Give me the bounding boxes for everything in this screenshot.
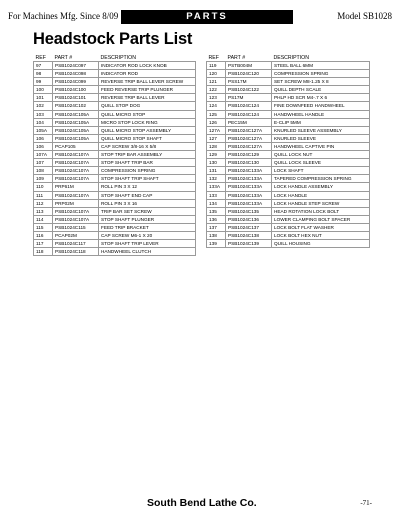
cell-ref: 121 <box>207 78 226 86</box>
cell-ref: 124 <box>207 102 226 110</box>
cell-ref: 134 <box>207 199 226 207</box>
cell-ref: 131 <box>207 167 226 175</box>
cell-part-number: PSB1024C101 <box>53 94 99 102</box>
cell-description: REVERSE TRIP BALL LEVER <box>99 94 196 102</box>
cell-part-number: PSB1024C133A <box>226 175 272 183</box>
cell-part-number: PSB1024C102 <box>53 102 99 110</box>
table-row <box>207 134 370 142</box>
cell-ref: 122 <box>207 86 226 94</box>
table-row <box>207 118 370 126</box>
cell-description: STOP SHAFT END CAP <box>99 191 196 199</box>
column-header-description: DESCRIPTION <box>100 55 136 61</box>
table-row <box>34 215 196 223</box>
cell-part-number: PSB1024C139 <box>226 240 272 248</box>
cell-description: SET SCREW M8-1.25 X 8 <box>272 78 370 86</box>
cell-description: PHLP HD SCR M4-.7 X 6 <box>272 94 370 102</box>
cell-part-number: PSB1024C097 <box>53 62 99 70</box>
table-row <box>34 78 196 86</box>
cell-part-number: PSB1024C124 <box>226 110 272 118</box>
cell-description: LOCK BOLT FLAT WASHER <box>272 223 370 231</box>
cell-ref: 108 <box>34 167 53 175</box>
cell-ref: 120 <box>207 70 226 78</box>
cell-part-number: PCAP02M <box>53 231 99 239</box>
cell-description: QUILL LOCK NUT <box>272 151 370 159</box>
cell-part-number: PSB1024C133A <box>226 183 272 191</box>
table-row <box>34 223 196 231</box>
cell-ref: 139 <box>207 240 226 248</box>
cell-part-number: PSB1024C105A <box>53 118 99 126</box>
cell-ref: 107 <box>34 159 53 167</box>
cell-part-number: PSB1024C120 <box>226 70 272 78</box>
cell-description: HANDWHEEL CAPTIVE PIN <box>272 142 370 150</box>
cell-ref: 97 <box>34 62 53 70</box>
table-header-row <box>207 54 370 62</box>
cell-description: ROLL PIN 3 X 12 <box>99 183 196 191</box>
cell-part-number: PSB1024C107A <box>53 215 99 223</box>
cell-description: QUILL MICRO STOP ASSEMBLY <box>99 126 196 134</box>
cell-ref: 99 <box>34 78 53 86</box>
cell-description: LOCK SHAFT <box>272 167 370 175</box>
cell-part-number: PSB1024C107A <box>53 159 99 167</box>
cell-ref: 125 <box>207 110 226 118</box>
header-model: Model SB1028 <box>337 11 392 21</box>
cell-description: LOWER CLAMPING BOLT SPACER <box>272 215 370 223</box>
cell-description: E-CLIP 5MM <box>272 118 370 126</box>
cell-description: FEED TRIP BRACKET <box>99 223 196 231</box>
cell-ref: 137 <box>207 223 226 231</box>
cell-ref: 127 <box>207 134 226 142</box>
table-row <box>207 86 370 94</box>
cell-description: STOP TRIP BAR ASSEMBLY <box>99 151 196 159</box>
cell-description: LOCK HANDLE STEP SCREW <box>272 199 370 207</box>
cell-ref: 132 <box>207 175 226 183</box>
cell-description: COMPRESSION SPRING <box>272 70 370 78</box>
header-section-bar: PARTS <box>121 10 293 24</box>
cell-part-number: PSB1024C117 <box>53 240 99 248</box>
table-header-row <box>34 54 196 62</box>
cell-description: FINE DOWNFEED HANDWHEEL <box>272 102 370 110</box>
cell-ref: 106 <box>34 134 53 142</box>
cell-description: STOP SHAFT TRIP LEVER <box>99 240 196 248</box>
cell-ref: 129 <box>207 151 226 159</box>
table-row <box>34 134 196 142</box>
cell-description: KNURLED SLEEVE ASSEMBLY <box>272 126 370 134</box>
cell-description: MICRO STOP LOCK RING <box>99 118 196 126</box>
cell-ref: 126 <box>207 118 226 126</box>
table-row <box>207 94 370 102</box>
table-row <box>34 62 196 70</box>
cell-part-number: PCAP105 <box>53 142 99 150</box>
table-row <box>34 94 196 102</box>
cell-ref: 123 <box>207 94 226 102</box>
table-row <box>34 191 196 199</box>
cell-part-number: PEC15M <box>226 118 272 126</box>
table-row <box>207 199 370 207</box>
cell-ref: 107A <box>34 151 53 159</box>
cell-part-number: PSB1024C122 <box>226 86 272 94</box>
cell-part-number: PRP02M <box>53 199 99 207</box>
cell-description: REVERSE TRIP BALL LEVER SCREW <box>99 78 196 86</box>
cell-description: CAP SCREW 3/8-16 X 5/8 <box>99 142 196 150</box>
column-header-ref: REF <box>35 55 46 61</box>
cell-part-number: PSB1024C098 <box>53 70 99 78</box>
cell-ref: 130 <box>207 159 226 167</box>
table-row <box>207 223 370 231</box>
cell-ref: 100 <box>34 86 53 94</box>
cell-part-number: PSB1024C118 <box>53 248 99 256</box>
cell-ref: 133A <box>207 183 226 191</box>
cell-ref: 110 <box>34 183 53 191</box>
cell-description: QUILL LOCK SLEEVE <box>272 159 370 167</box>
table-row <box>34 151 196 159</box>
parts-table-left <box>33 54 196 256</box>
table-row <box>34 183 196 191</box>
table-row <box>34 248 196 256</box>
cell-description: QUILL STOP DOG <box>99 102 196 110</box>
table-row <box>207 78 370 86</box>
cell-part-number: PSB1024C136 <box>226 215 272 223</box>
cell-ref: 101 <box>34 94 53 102</box>
cell-part-number: PSB1024C107A <box>53 151 99 159</box>
table-row <box>207 175 370 183</box>
cell-ref: 109 <box>34 175 53 183</box>
table-row <box>207 159 370 167</box>
table-row <box>207 231 370 239</box>
cell-ref: 102 <box>34 102 53 110</box>
cell-ref: 104 <box>34 118 53 126</box>
table-row <box>34 240 196 248</box>
cell-ref: 127A <box>207 126 226 134</box>
cell-description: LOCK HANDLE ASSEMBLY <box>272 183 370 191</box>
cell-part-number: PSB1024C127A <box>226 134 272 142</box>
cell-ref: 114 <box>34 215 53 223</box>
column-header-description: DESCRIPTION <box>273 55 309 61</box>
cell-description: ROLL PIN 3 X 16 <box>99 199 196 207</box>
table-row <box>207 142 370 150</box>
cell-ref: 103 <box>34 110 53 118</box>
table-row <box>34 159 196 167</box>
cell-ref: 113 <box>34 207 53 215</box>
table-row <box>207 110 370 118</box>
table-row <box>34 199 196 207</box>
cell-ref: 116 <box>34 231 53 239</box>
cell-description: STEEL BALL 6MM <box>272 62 370 70</box>
table-row <box>207 151 370 159</box>
cell-description: HEAD ROTATION LOCK BOLT <box>272 207 370 215</box>
cell-ref: 111 <box>34 191 53 199</box>
cell-ref: 105A <box>34 126 53 134</box>
cell-description: QUILL MICRO STOP SHAFT <box>99 134 196 142</box>
cell-part-number: PSB1024C105A <box>53 134 99 142</box>
cell-part-number: PSB1024C107A <box>53 167 99 175</box>
table-row <box>34 70 196 78</box>
table-row <box>34 231 196 239</box>
cell-part-number: PSB1024C100 <box>53 86 99 94</box>
cell-part-number: PSB1024C099 <box>53 78 99 86</box>
table-row <box>207 207 370 215</box>
cell-ref: 117 <box>34 240 53 248</box>
table-row <box>34 86 196 94</box>
column-header-part: PART # <box>54 55 73 61</box>
page-title: Headstock Parts List <box>33 30 193 48</box>
cell-description: QUILL HOUSING <box>272 240 370 248</box>
cell-ref: 98 <box>34 70 53 78</box>
cell-description: LOCK HANDLE <box>272 191 370 199</box>
cell-part-number: PSB1024C129 <box>226 151 272 159</box>
table-row <box>207 70 370 78</box>
cell-description: INDICATOR ROD <box>99 70 196 78</box>
cell-description: INDICATOR ROD LOCK KNOB <box>99 62 196 70</box>
cell-part-number: PSB1024C130 <box>226 159 272 167</box>
cell-ref: 136 <box>207 215 226 223</box>
cell-description: TRIP BAR SET SCREW <box>99 207 196 215</box>
cell-ref: 133 <box>207 191 226 199</box>
cell-description: QUILL MICRO STOP <box>99 110 196 118</box>
cell-part-number: PSB1024C107A <box>53 191 99 199</box>
cell-part-number: PSB1024C115 <box>53 223 99 231</box>
cell-ref: 115 <box>34 223 53 231</box>
cell-part-number: PSB1024C138 <box>226 231 272 239</box>
cell-part-number: PSB1024C133A <box>226 191 272 199</box>
cell-description: TAPERED COMPRESSION SPRING <box>272 175 370 183</box>
page-header <box>8 10 392 24</box>
table-row <box>34 142 196 150</box>
cell-description: LOCK BOLT HEX NUT <box>272 231 370 239</box>
cell-description: STOP SHAFT TRIP BAR <box>99 159 196 167</box>
cell-part-number: PSB1024C107A <box>53 175 99 183</box>
table-row <box>34 102 196 110</box>
table-row <box>207 183 370 191</box>
cell-ref: 138 <box>207 231 226 239</box>
header-machines-note: For Machines Mfg. Since 8/09 <box>8 11 119 21</box>
footer-brand: South Bend Lathe Co. <box>147 497 257 509</box>
cell-ref: 135 <box>207 207 226 215</box>
table-row <box>34 126 196 134</box>
table-row <box>34 110 196 118</box>
cell-description: HANDWHEEL HANDLE <box>272 110 370 118</box>
cell-ref: 106 <box>34 142 53 150</box>
table-row <box>207 240 370 248</box>
cell-part-number: PSB1024C107A <box>53 207 99 215</box>
table-row <box>34 175 196 183</box>
cell-description: FEED REVERSE TRIP PLUNGER <box>99 86 196 94</box>
cell-part-number: PSB1024C105A <box>53 126 99 134</box>
cell-ref: 119 <box>207 62 226 70</box>
cell-part-number: PSB1024C133A <box>226 167 272 175</box>
table-row <box>207 215 370 223</box>
cell-part-number: PRP61M <box>53 183 99 191</box>
cell-ref: 118 <box>34 248 53 256</box>
table-row <box>207 126 370 134</box>
column-header-ref: REF <box>208 55 219 61</box>
table-row <box>34 167 196 175</box>
cell-ref: 128 <box>207 142 226 150</box>
cell-description: STOP SHAFT TRIP SHAFT <box>99 175 196 183</box>
cell-description: HANDWHEEL CLUTCH <box>99 248 196 256</box>
cell-description: COMPRESSION SPRING <box>99 167 196 175</box>
table-row <box>34 207 196 215</box>
column-header-part: PART # <box>227 55 246 61</box>
table-row <box>207 62 370 70</box>
cell-ref: 112 <box>34 199 53 207</box>
cell-description: STOP SHAFT PLUNGER <box>99 215 196 223</box>
cell-description: KNURLED SLEEVE <box>272 134 370 142</box>
cell-part-number: PSS17M <box>226 78 272 86</box>
table-row <box>207 102 370 110</box>
footer-page-number: -71- <box>360 499 372 507</box>
cell-part-number: PSTB004M <box>226 62 272 70</box>
table-row <box>34 118 196 126</box>
table-row <box>207 191 370 199</box>
cell-part-number: PSB1024C135 <box>226 207 272 215</box>
cell-description: QUILL DEPTH SCALE <box>272 86 370 94</box>
parts-table-right <box>206 54 370 248</box>
cell-part-number: PSB1024C124 <box>226 102 272 110</box>
cell-part-number: PSB1024C127A <box>226 126 272 134</box>
cell-part-number: PS17M <box>226 94 272 102</box>
cell-part-number: PSB1024C105A <box>53 110 99 118</box>
cell-part-number: PSB1024C133A <box>226 199 272 207</box>
cell-description: CAP SCREW M6-1 X 20 <box>99 231 196 239</box>
cell-part-number: PSB1024C137 <box>226 223 272 231</box>
table-row <box>207 167 370 175</box>
cell-part-number: PSB1024C127A <box>226 142 272 150</box>
